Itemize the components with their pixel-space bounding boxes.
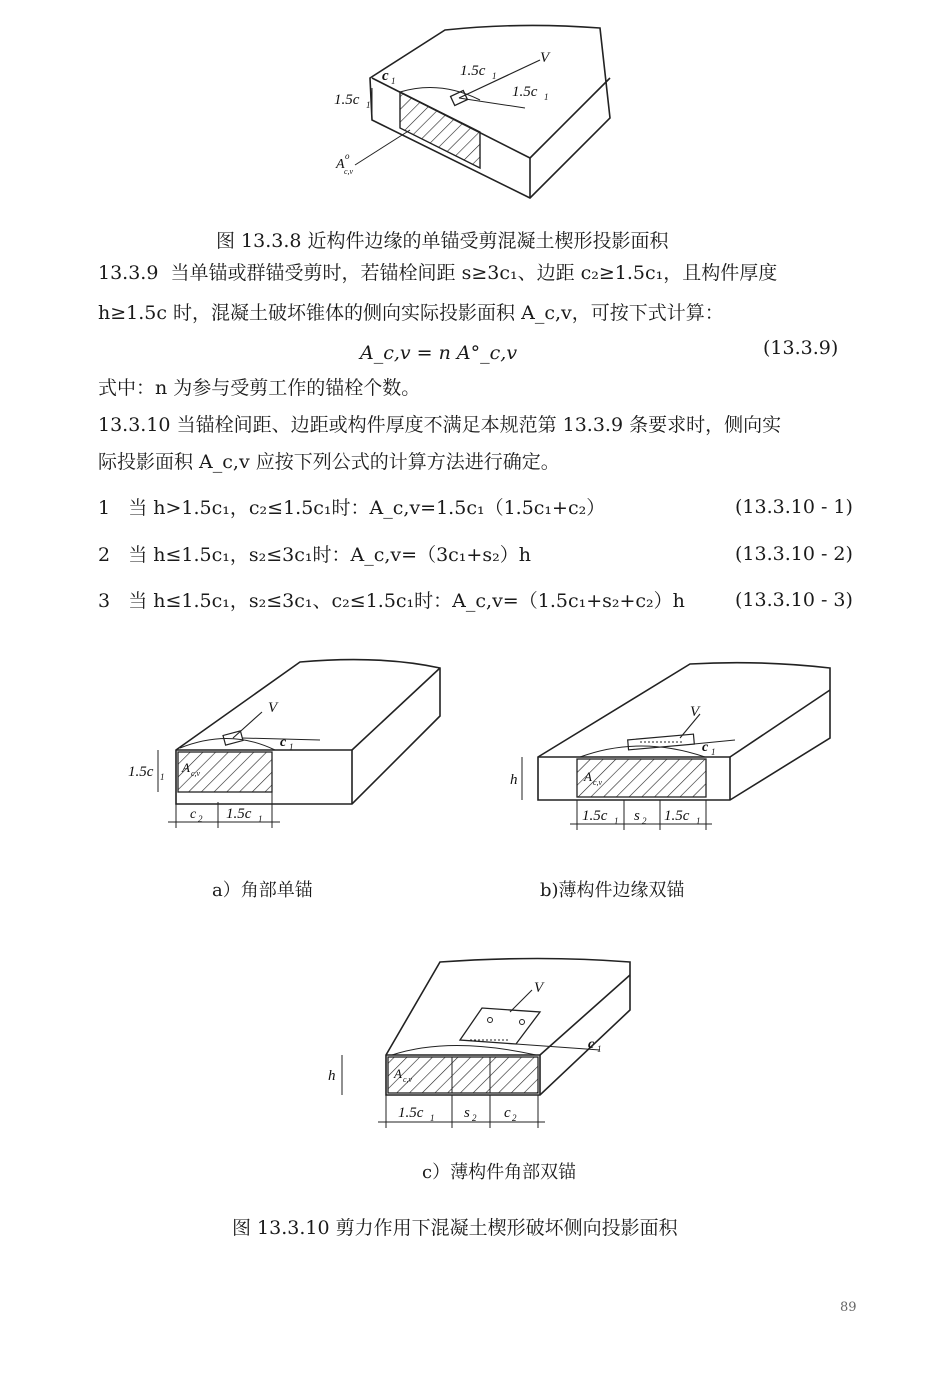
section-13-3-9-note: 式中：n 为参与受剪工作的锚栓个数。 bbox=[98, 377, 421, 399]
svg-text:c: c bbox=[702, 740, 709, 755]
figure-c-caption: c）薄构件角部双锚 bbox=[422, 1162, 577, 1183]
svg-text:c,v: c,v bbox=[403, 1075, 413, 1084]
v-label: V bbox=[540, 50, 550, 66]
svg-text:1.5c: 1.5c bbox=[664, 808, 690, 824]
svg-text:2: 2 bbox=[472, 1113, 477, 1123]
svg-text:A: A bbox=[584, 769, 592, 784]
svg-text:1.5c: 1.5c bbox=[512, 84, 538, 100]
svg-text:h: h bbox=[510, 772, 518, 788]
formula-item-3-number: (13.3.10 - 3) bbox=[735, 589, 853, 611]
svg-text:1: 1 bbox=[366, 100, 371, 110]
svg-text:1: 1 bbox=[289, 742, 294, 752]
svg-text:2: 2 bbox=[512, 1113, 517, 1123]
svg-text:c: c bbox=[588, 1037, 595, 1052]
svg-text:c: c bbox=[190, 807, 197, 822]
svg-text:1: 1 bbox=[544, 92, 549, 102]
figure-b-caption: b)薄构件边缘双锚 bbox=[540, 880, 685, 901]
svg-text:1: 1 bbox=[430, 1113, 435, 1123]
svg-text:2: 2 bbox=[642, 816, 647, 826]
svg-text:V: V bbox=[268, 700, 278, 716]
svg-text:1: 1 bbox=[391, 76, 396, 86]
svg-text:V: V bbox=[534, 980, 544, 996]
svg-text:1.5c: 1.5c bbox=[460, 63, 486, 79]
formula-item-1: 1 当 h>1.5c₁，c₂≤1.5c₁时：A_c,v=1.5c₁（1.5c₁+c₂） bbox=[98, 497, 606, 519]
svg-text:c,v: c,v bbox=[191, 769, 201, 778]
svg-text:h: h bbox=[328, 1068, 336, 1084]
section-13-3-9-line2: h≥1.5c 时，混凝土破坏锥体的侧向实际投影面积 A_c,v，可按下式计算： bbox=[98, 302, 724, 324]
svg-text:1: 1 bbox=[597, 1044, 602, 1054]
svg-text:1.5c: 1.5c bbox=[128, 764, 154, 780]
svg-text:A: A bbox=[394, 1066, 402, 1081]
svg-text:V: V bbox=[690, 704, 700, 720]
svg-text:1: 1 bbox=[160, 772, 165, 782]
svg-text:1: 1 bbox=[492, 71, 497, 81]
formula-item-3: 3 当 h≤1.5c₁，s₂≤3c₁、c₂≤1.5c₁时：A_c,v=（1.5c₁+s₂+c₂）h bbox=[98, 590, 685, 612]
svg-text:A: A bbox=[182, 760, 190, 775]
svg-text:s: s bbox=[464, 1105, 470, 1121]
svg-text:2: 2 bbox=[198, 814, 203, 824]
svg-text:s: s bbox=[634, 808, 640, 824]
svg-text:1.5c: 1.5c bbox=[398, 1105, 424, 1121]
section-13-3-9-line1: 13.3.9 当单锚或群锚受剪时，若锚栓间距 s≥3c₁、边距 c₂≥1.5c₁，且构件厚度 bbox=[98, 262, 778, 284]
equation-13-3-9: A_c,v = n A°_c,v bbox=[360, 342, 518, 364]
svg-text:1: 1 bbox=[696, 816, 701, 826]
svg-text:c: c bbox=[382, 68, 389, 84]
figure-13-3-8-caption: 图 13.3.8 近构件边缘的单锚受剪混凝土楔形投影面积 bbox=[216, 230, 669, 252]
figure-a-caption: a）角部单锚 bbox=[212, 880, 313, 901]
svg-text:1: 1 bbox=[711, 747, 716, 757]
svg-text:1.5c: 1.5c bbox=[226, 806, 252, 822]
svg-text:c: c bbox=[504, 1105, 511, 1121]
section-13-3-10-line1: 13.3.10 当锚栓间距、边距或构件厚度不满足本规范第 13.3.9 条要求时，侧向实 bbox=[98, 414, 782, 436]
formula-item-2-number: (13.3.10 - 2) bbox=[735, 543, 853, 565]
svg-text:c,v: c,v bbox=[344, 167, 354, 176]
equation-13-3-9-number: (13.3.9) bbox=[763, 337, 839, 359]
svg-text:c,v: c,v bbox=[593, 778, 603, 787]
figure-13-3-10-caption: 图 13.3.10 剪力作用下混凝土楔形破坏侧向投影面积 bbox=[232, 1217, 678, 1239]
svg-text:1.5c: 1.5c bbox=[334, 92, 360, 108]
svg-text:1: 1 bbox=[258, 814, 263, 824]
formula-item-2: 2 当 h≤1.5c₁，s₂≤3c₁时：A_c,v=（3c₁+s₂）h bbox=[98, 544, 531, 566]
svg-text:1: 1 bbox=[614, 816, 619, 826]
svg-text:c: c bbox=[280, 735, 287, 750]
svg-text:o: o bbox=[345, 151, 350, 161]
section-13-3-10-line2: 际投影面积 A_c,v 应按下列公式的计算方法进行确定。 bbox=[98, 451, 560, 473]
svg-text:1.5c: 1.5c bbox=[582, 808, 608, 824]
formula-item-1-number: (13.3.10 - 1) bbox=[735, 496, 853, 518]
page-number: 89 bbox=[840, 1300, 857, 1315]
svg-text:A: A bbox=[336, 157, 345, 172]
